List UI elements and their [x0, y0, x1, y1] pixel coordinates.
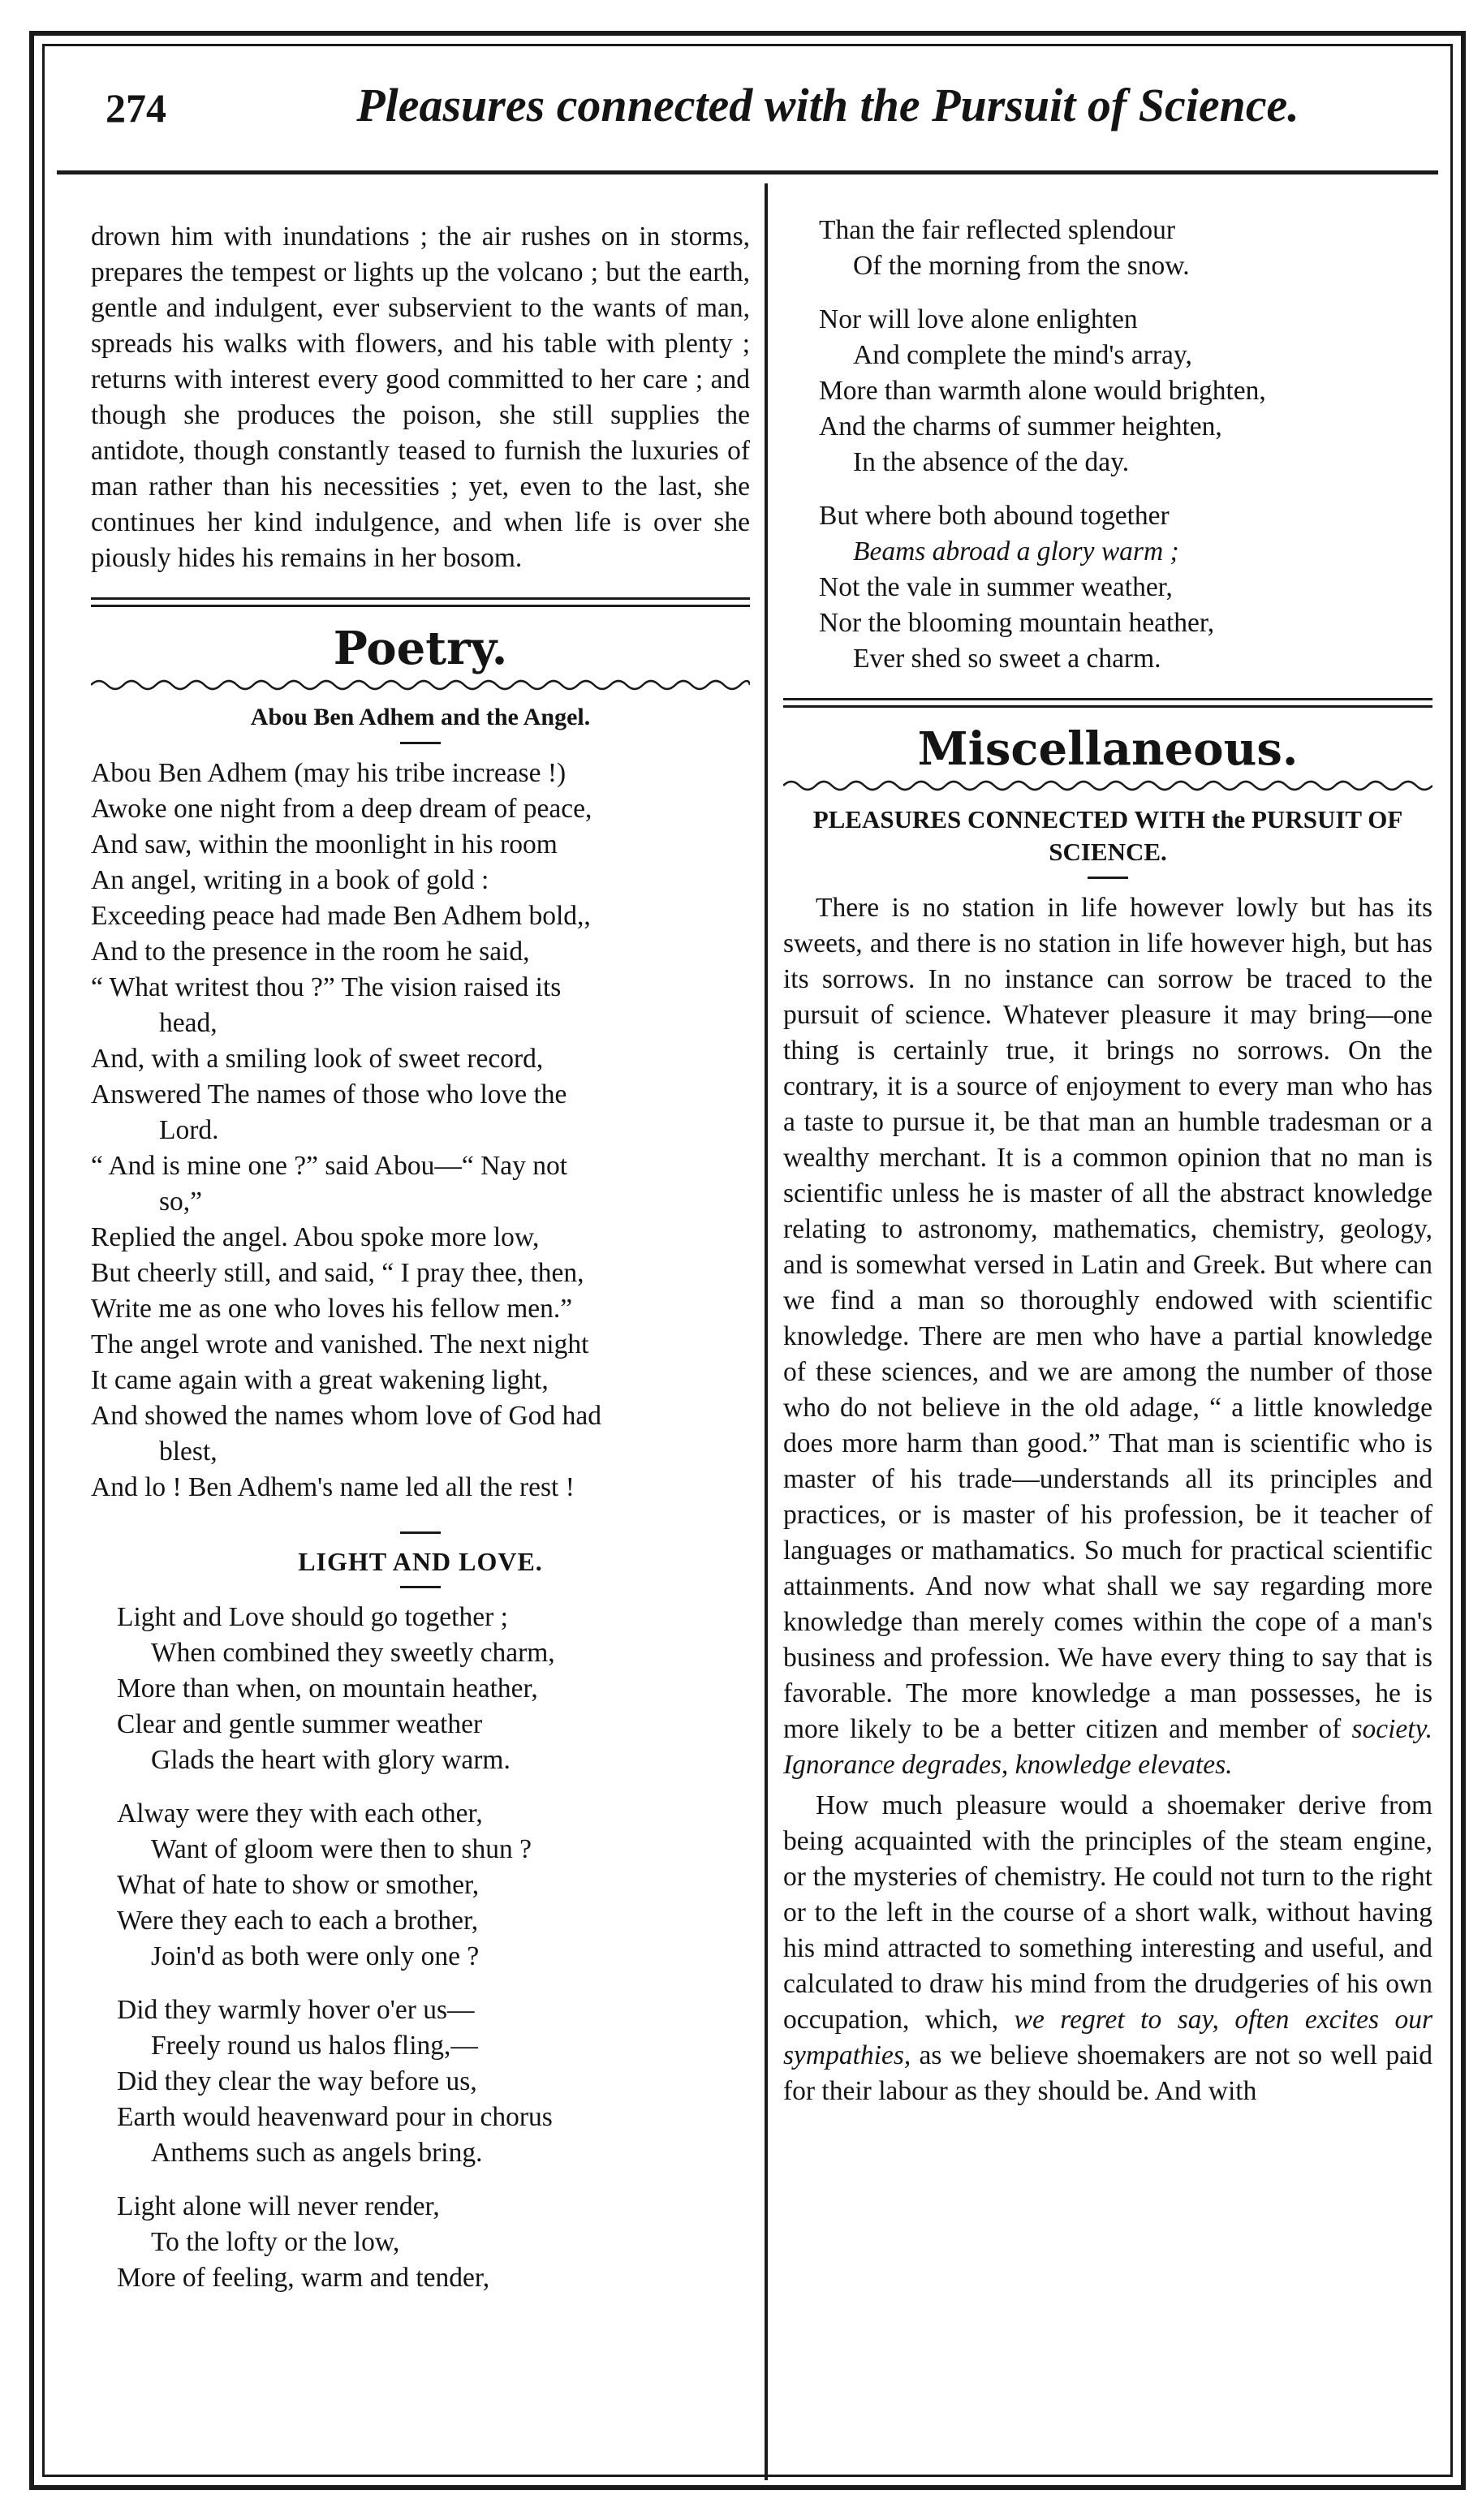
verse-line: “ And is mine one ?” said Abou—“ Nay not [91, 1151, 568, 1181]
column-divider [765, 183, 768, 2480]
poem-light-and-love-continued [783, 213, 1432, 677]
poetry-heading: Poetry. [333, 622, 508, 675]
page-number: 274 [106, 85, 166, 131]
verse-line: Ever shed so sweet a charm. [853, 644, 1161, 674]
verse-line: Did they warmly hover o'er us— [117, 1995, 475, 2025]
verse-line: Answered The names of those who love the [91, 1079, 567, 1109]
verse-line: And saw, within the moonlight in his room [91, 829, 558, 859]
verse-line: Did they clear the way before us, [117, 2066, 477, 2096]
section-rule [91, 597, 750, 607]
verse-line: Beams abroad a glory warm ; [853, 536, 1179, 566]
right-column [783, 213, 1432, 2109]
verse-line: Alway were they with each other, [117, 1798, 483, 1829]
verse-line: Nor the blooming mountain heather, [819, 608, 1215, 638]
verse-line: And the charms of summer heighten, [819, 411, 1222, 442]
poem-title: LIGHT AND LOVE. [298, 1547, 543, 1576]
verse-line: It came again with a great wakening light, [91, 1365, 549, 1395]
verse-line: The angel wrote and vanished. The next night [91, 1329, 589, 1359]
verse-line: When combined they sweetly charm, [151, 1638, 555, 1668]
title-dash [400, 742, 441, 744]
poem-abou-ben-adhem [91, 756, 750, 1506]
verse-line: Join'd as both were only one ? [151, 1941, 480, 1971]
verse-line: Glads the heart with glory warm. [151, 1745, 511, 1775]
verse-line: Awoke one night from a deep dream of peace, [91, 794, 592, 824]
article-text: as we believe shoemakers are not so well paid for their labour as they should be. And with [783, 2040, 1432, 2106]
verse-line: Of the morning from the snow. [853, 251, 1190, 281]
verse-line: “ What writest thou ?” The vision raised its [91, 972, 562, 1002]
verse-line: Light and Love should go together ; [117, 1602, 508, 1632]
verse-line: In the absence of the day. [853, 447, 1130, 477]
article-text-italic: we regret to say, often excites our sympathies, [783, 2005, 1433, 2070]
verse-line: But cheerly still, and said, “ I pray thee, then, [91, 1258, 584, 1288]
verse-line: More of feeling, warm and tender, [117, 2263, 490, 2293]
verse-line: Abou Ben Adhem (may his tribe increase !) [91, 758, 567, 788]
verse-line: More than warmth alone would brighten, [819, 376, 1266, 406]
verse-line: Earth would heavenward pour in chorus [117, 2102, 553, 2132]
verse-line: Replied the angel. Abou spoke more low, [91, 1222, 540, 1252]
verse-line: Nor will love alone enlighten [819, 304, 1138, 334]
miscellaneous-heading: Miscellaneous. [917, 722, 1299, 776]
verse-line: Light alone will never render, [117, 2191, 440, 2221]
verse-line: An angel, writing in a book of gold : [91, 865, 489, 895]
verse-line: What of hate to show or smother, [117, 1870, 480, 1900]
wavy-ornament [783, 778, 1432, 794]
article-title: PLEASURES CONNECTED WITH the PURSUIT OF SCIENCE. [812, 805, 1403, 866]
verse-line: And lo ! Ben Adhem's name led all the rest ! [91, 1472, 575, 1502]
verse-line: blest, [159, 1437, 218, 1467]
article-paragraph [783, 890, 1432, 1783]
verse-line: Clear and gentle summer weather [117, 1709, 483, 1739]
verse-line: And to the presence in the room he said, [91, 937, 530, 967]
title-dash [1088, 877, 1128, 879]
page-header [57, 75, 1438, 164]
title-dash [400, 1586, 441, 1588]
verse-line: And showed the names whom love of God had [91, 1401, 601, 1431]
verse-line: And, with a smiling look of sweet record, [91, 1044, 544, 1074]
verse-line: Not the vale in summer weather, [819, 572, 1173, 602]
article-text: There is no station in life however lowly but has its sweets, and there is no station in life however high, but has its sorrows. In no instance can sorrow be traced to the pursuit of science. Whatever pleasure it may bring—one thing is certainly true, it brings no sorrows. On the contrary, it is a source of enjoyment to every man who has a taste to pursue it, be that man an humble tradesman or a wealthy merchant. It is a common opinion that no man is scientific unless he is master of all the abstract knowledge relating to astronomy, mathematics, chemistry, geology, and is somewhat versed in Latin and Greek. But where can we find a man so thoroughly endowed with scientific knowledge. There are men who have a partial knowledge of these sciences, and we are among the number of those who do not believe in the old adage, “ a little knowledge does more harm than good.” That man is scientific who is master of his trade—understands all its principles and practices, or is master of his profession, be it teacher of languages or mathamatics. So much for practical scientific attainments. And now what shall we say regarding more knowledge than merely comes within the cope of a man's business and profession. We have every thing to say that is favorable. The more knowledge a man possesses, he is more likely to be a better citizen and member of [783, 893, 1432, 1744]
wavy-ornament [91, 677, 750, 693]
running-title: Pleasures connected with the Pursuit of Science. [356, 79, 1299, 131]
poem-title: Abou Ben Adhem and the Angel. [250, 704, 591, 730]
article-paragraph [783, 1788, 1432, 2109]
verse-line: To the lofty or the low, [151, 2227, 400, 2257]
verse-line: Want of gloom were then to shun ? [151, 1834, 532, 1864]
left-column [91, 219, 750, 2296]
header-rule [57, 170, 1438, 174]
verse-line: head, [159, 1008, 218, 1038]
poem-light-and-love [91, 1600, 750, 2296]
verse-line: Freely round us halos fling,— [151, 2031, 478, 2061]
article-text-italic: society. Ignorance degrades, knowledge elevates. [783, 1714, 1432, 1780]
verse-line: so,” [159, 1187, 203, 1217]
article-text: How much pleasure would a shoemaker derive from being acquainted with the principles of the steam engine, or the mysteries of chemistry. He could not turn to the right or to the left in the course of a short walk, without having his mind attracted to something interesting and useful, and calculated to draw his mind from the drudgeries of his own occupation, which, [783, 1790, 1432, 2035]
verse-line: Anthems such as angels bring. [151, 2138, 483, 2168]
section-rule [783, 698, 1432, 708]
verse-line: More than when, on mountain heather, [117, 1674, 538, 1704]
title-dash [400, 1531, 441, 1534]
verse-line: Were they each to each a brother, [117, 1906, 479, 1936]
verse-line: Than the fair reflected splendour [819, 215, 1176, 245]
verse-line: Write me as one who loves his fellow men.” [91, 1294, 573, 1324]
verse-line: Exceeding peace had made Ben Adhem bold,, [91, 901, 591, 931]
verse-line: Lord. [159, 1115, 219, 1145]
verse-line: But where both abound together [819, 501, 1170, 531]
continued-paragraph: drown him with inundations ; the air rushes on in storms, prepares the tempest or lights up the volcano ; but the earth, gentle and indulgent, ever subservient to the wants of man, spreads his walks with flowers, and his table with plenty ; returns with interest every good committed to her care ; and though she produces the poison, she still supplies the antidote, though constantly teased to furnish the luxuries of man rather than his necessities ; yet, even to the last, she continues her kind indulgence, and when life is over she piously hides his remains in her bosom. [91, 222, 750, 573]
verse-line: And complete the mind's array, [853, 340, 1192, 370]
